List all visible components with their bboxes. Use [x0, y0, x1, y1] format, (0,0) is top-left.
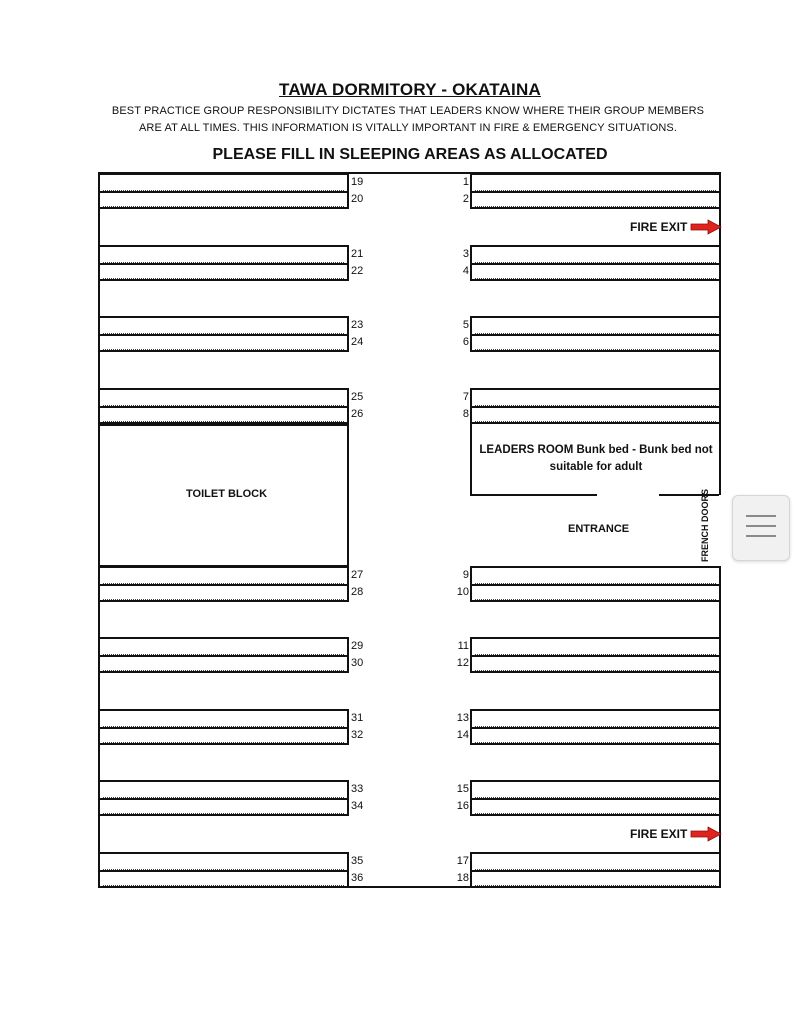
leaders-room-line-2: suitable for adult [549, 461, 643, 473]
bunk-divider [100, 191, 347, 193]
bed-pair-entry[interactable] [98, 637, 349, 673]
bunk-divider [100, 727, 347, 729]
french-doors-opening [719, 495, 722, 567]
name-entry-dotted-line [103, 885, 344, 886]
bed-number: 32 [351, 729, 364, 741]
fire-exit-bottom [630, 826, 722, 842]
bed-pair-entry[interactable] [470, 173, 721, 209]
bunk-divider [100, 584, 347, 586]
bed-number: 18 [456, 872, 469, 884]
toilet-block-wall [347, 424, 349, 567]
leaders-room-left-wall [470, 424, 472, 495]
bed-number: 13 [456, 712, 469, 724]
french-doors-label: FRENCH DOORS [700, 488, 710, 562]
bed-number: 31 [351, 712, 364, 724]
bed-pair-entry[interactable] [470, 852, 721, 888]
bed-number: 11 [457, 640, 469, 652]
bed-number: 1 [462, 176, 469, 188]
bed-pair-entry[interactable] [98, 245, 349, 281]
bed-number: 19 [351, 176, 364, 188]
name-entry-dotted-line [103, 349, 344, 350]
bed-pair-entry[interactable] [470, 388, 721, 424]
fire-exit-top-label: FIRE EXIT [630, 220, 688, 234]
bed-pair-entry[interactable] [470, 709, 721, 745]
bed-pair-entry[interactable] [98, 173, 349, 209]
bed-number: 16 [456, 800, 469, 812]
bunk-divider [472, 870, 719, 872]
bed-number: 36 [351, 872, 364, 884]
fire-exit-bottom-label: FIRE EXIT [630, 827, 688, 841]
bed-number: 10 [456, 586, 469, 598]
bunk-divider [100, 798, 347, 800]
bed-number: 9 [462, 569, 469, 581]
leaders-room-wall-left-segment [470, 494, 597, 496]
name-entry-dotted-line [103, 278, 344, 279]
side-menu-button[interactable] [732, 495, 790, 561]
name-entry-dotted-line [103, 813, 344, 814]
bed-number: 4 [462, 265, 469, 277]
bed-number: 8 [462, 408, 469, 420]
bed-number: 5 [462, 319, 469, 331]
name-entry-dotted-line [475, 421, 716, 422]
leaders-room-line-1: LEADERS ROOM Bunk bed - Bunk bed not [479, 444, 713, 456]
bunk-divider [472, 727, 719, 729]
bed-number: 20 [351, 193, 364, 205]
hamburger-menu-icon-bar [746, 525, 776, 527]
fill-in-heading: PLEASE FILL IN SLEEPING AREAS AS ALLOCATED [212, 146, 608, 163]
bed-pair-entry[interactable] [470, 780, 721, 816]
bed-number: 25 [351, 391, 364, 403]
name-entry-dotted-line [103, 599, 344, 600]
name-entry-dotted-line [475, 670, 716, 671]
name-entry-dotted-line [475, 278, 716, 279]
bed-pair-entry[interactable] [98, 388, 349, 424]
bed-pair-entry[interactable] [470, 316, 721, 352]
name-entry-dotted-line [475, 349, 716, 350]
bed-number: 33 [351, 783, 364, 795]
name-entry-dotted-line [103, 421, 344, 422]
bunk-divider [472, 584, 719, 586]
bed-number: 22 [351, 265, 364, 277]
bed-pair-entry[interactable] [98, 780, 349, 816]
document-title: TAWA DORMITORY - OKATAINA [279, 80, 541, 99]
bed-number: 14 [456, 729, 469, 741]
bed-number: 2 [462, 193, 469, 205]
name-entry-dotted-line [103, 206, 344, 207]
bed-number: 34 [351, 800, 364, 812]
bunk-divider [100, 263, 347, 265]
bed-number: 28 [351, 586, 364, 598]
bunk-divider [472, 334, 719, 336]
name-entry-dotted-line [475, 206, 716, 207]
bed-number: 26 [351, 408, 364, 420]
bed-number: 35 [351, 855, 364, 867]
fire-exit-top [630, 219, 722, 235]
bunk-divider [472, 191, 719, 193]
bunk-divider [100, 406, 347, 408]
bed-pair-entry[interactable] [98, 709, 349, 745]
name-entry-dotted-line [475, 813, 716, 814]
name-entry-dotted-line [475, 885, 716, 886]
bed-pair-entry[interactable] [470, 245, 721, 281]
bunk-divider [472, 263, 719, 265]
intro-line-2: ARE AT ALL TIMES. THIS INFORMATION IS VITALLY IMPORTANT IN FIRE & EMERGENCY SITUATIONS. [138, 122, 678, 134]
bunk-divider [100, 655, 347, 657]
bed-number: 15 [456, 783, 469, 795]
bed-number: 27 [351, 569, 364, 581]
leaders-room-wall-right-segment [659, 494, 721, 496]
leaders-room-label [474, 442, 718, 476]
toilet-block-label: TOILET BLOCK [186, 488, 268, 500]
bed-number: 3 [462, 248, 469, 260]
bed-number: 6 [462, 336, 469, 348]
bunk-divider [100, 870, 347, 872]
bed-number: 24 [351, 336, 364, 348]
bed-number: 12 [456, 657, 469, 669]
bunk-divider [472, 798, 719, 800]
name-entry-dotted-line [475, 599, 716, 600]
bed-pair-entry[interactable] [98, 566, 349, 602]
bunk-divider [472, 406, 719, 408]
toilet-block-top-wall [98, 424, 349, 426]
bed-number: 21 [351, 248, 364, 260]
hamburger-menu-icon [746, 515, 776, 517]
name-entry-dotted-line [475, 742, 716, 743]
bed-pair-entry[interactable] [470, 637, 721, 673]
entrance-label: ENTRANCE [568, 523, 630, 535]
intro-line-1: BEST PRACTICE GROUP RESPONSIBILITY DICTATES THAT LEADERS KNOW WHERE THEIR GROUP MEMBERS [111, 105, 705, 117]
bed-number: 29 [351, 640, 364, 652]
bunk-divider [100, 334, 347, 336]
bed-number: 30 [351, 657, 364, 669]
name-entry-dotted-line [103, 742, 344, 743]
bed-pair-entry[interactable] [98, 852, 349, 888]
bed-pair-entry[interactable] [98, 316, 349, 352]
right-arrow-icon [690, 826, 722, 842]
name-entry-dotted-line [103, 670, 344, 671]
hamburger-menu-icon-bar [746, 535, 776, 537]
bed-pair-entry[interactable] [470, 566, 721, 602]
bunk-divider [472, 655, 719, 657]
bed-number: 17 [456, 855, 469, 867]
right-arrow-icon [690, 219, 722, 235]
bed-number: 23 [351, 319, 364, 331]
bed-number: 7 [462, 391, 469, 403]
